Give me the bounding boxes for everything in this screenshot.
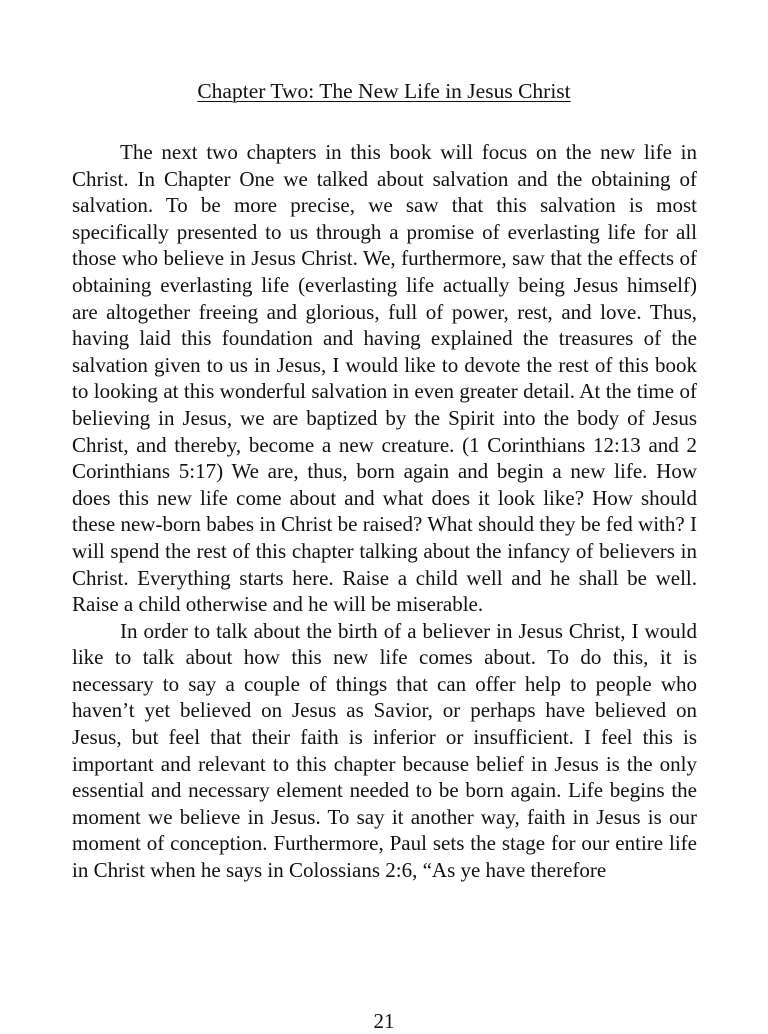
chapter-title: Chapter Two: The New Life in Jesus Christ xyxy=(197,79,571,103)
page-number: 21 xyxy=(373,1009,395,1033)
paragraph-2: In order to talk about the birth of a believer in Jesus Christ, I would like to talk about how this new life comes about. To do this, it is necessary to say a couple of things that can offer help to people who haven’t yet believed on Jesus as Savior, or perhaps have believed on Jesus, but feel that their faith is inferior or insufficient. I feel this is important and relevant to this chapter because belief in Jesus is the only essential and necessary element needed to be born again. Life begins the moment we believe in Jesus. To say it another way, faith in Jesus is our moment of conception. Furthermore, Paul sets the stage for our entire life in Christ when he says in Colossians 2:6, “As ye have therefore xyxy=(72,618,697,883)
body-text xyxy=(72,139,697,884)
paragraph-1: The next two chapters in this book will focus on the new life in Christ. In Chapter One we talked about salvation and the obtaining of salvation. To be more precise, we saw that this salvation is most specifically presented to us through a promise of everlasting life for all those who believe in Jesus Christ. We, furthermore, saw that the effects of obtaining everlasting life (everlasting life actually being Jesus himself) are altogether freeing and glorious, full of power, rest, and love. Thus, having laid this foundation and having explained the treasures of the salvation given to us in Jesus, I would like to devote the rest of this book to looking at this wonderful salvation in even greater detail. At the time of believing in Jesus, we are baptized by the Spirit into the body of Jesus Christ, and thereby, become a new creature. (1 Corinthians 12:13 and 2 Corinthians 5:17) We are, thus, born again and begin a new life. How does this new life come about and what does it look like? How should these new-born babes in Christ be raised? What should they be fed with? I will spend the rest of this chapter talking about the infancy of believers in Christ. Everything starts here. Raise a child well and he shall be well. Raise a child otherwise and he will be miserable. xyxy=(72,140,697,617)
